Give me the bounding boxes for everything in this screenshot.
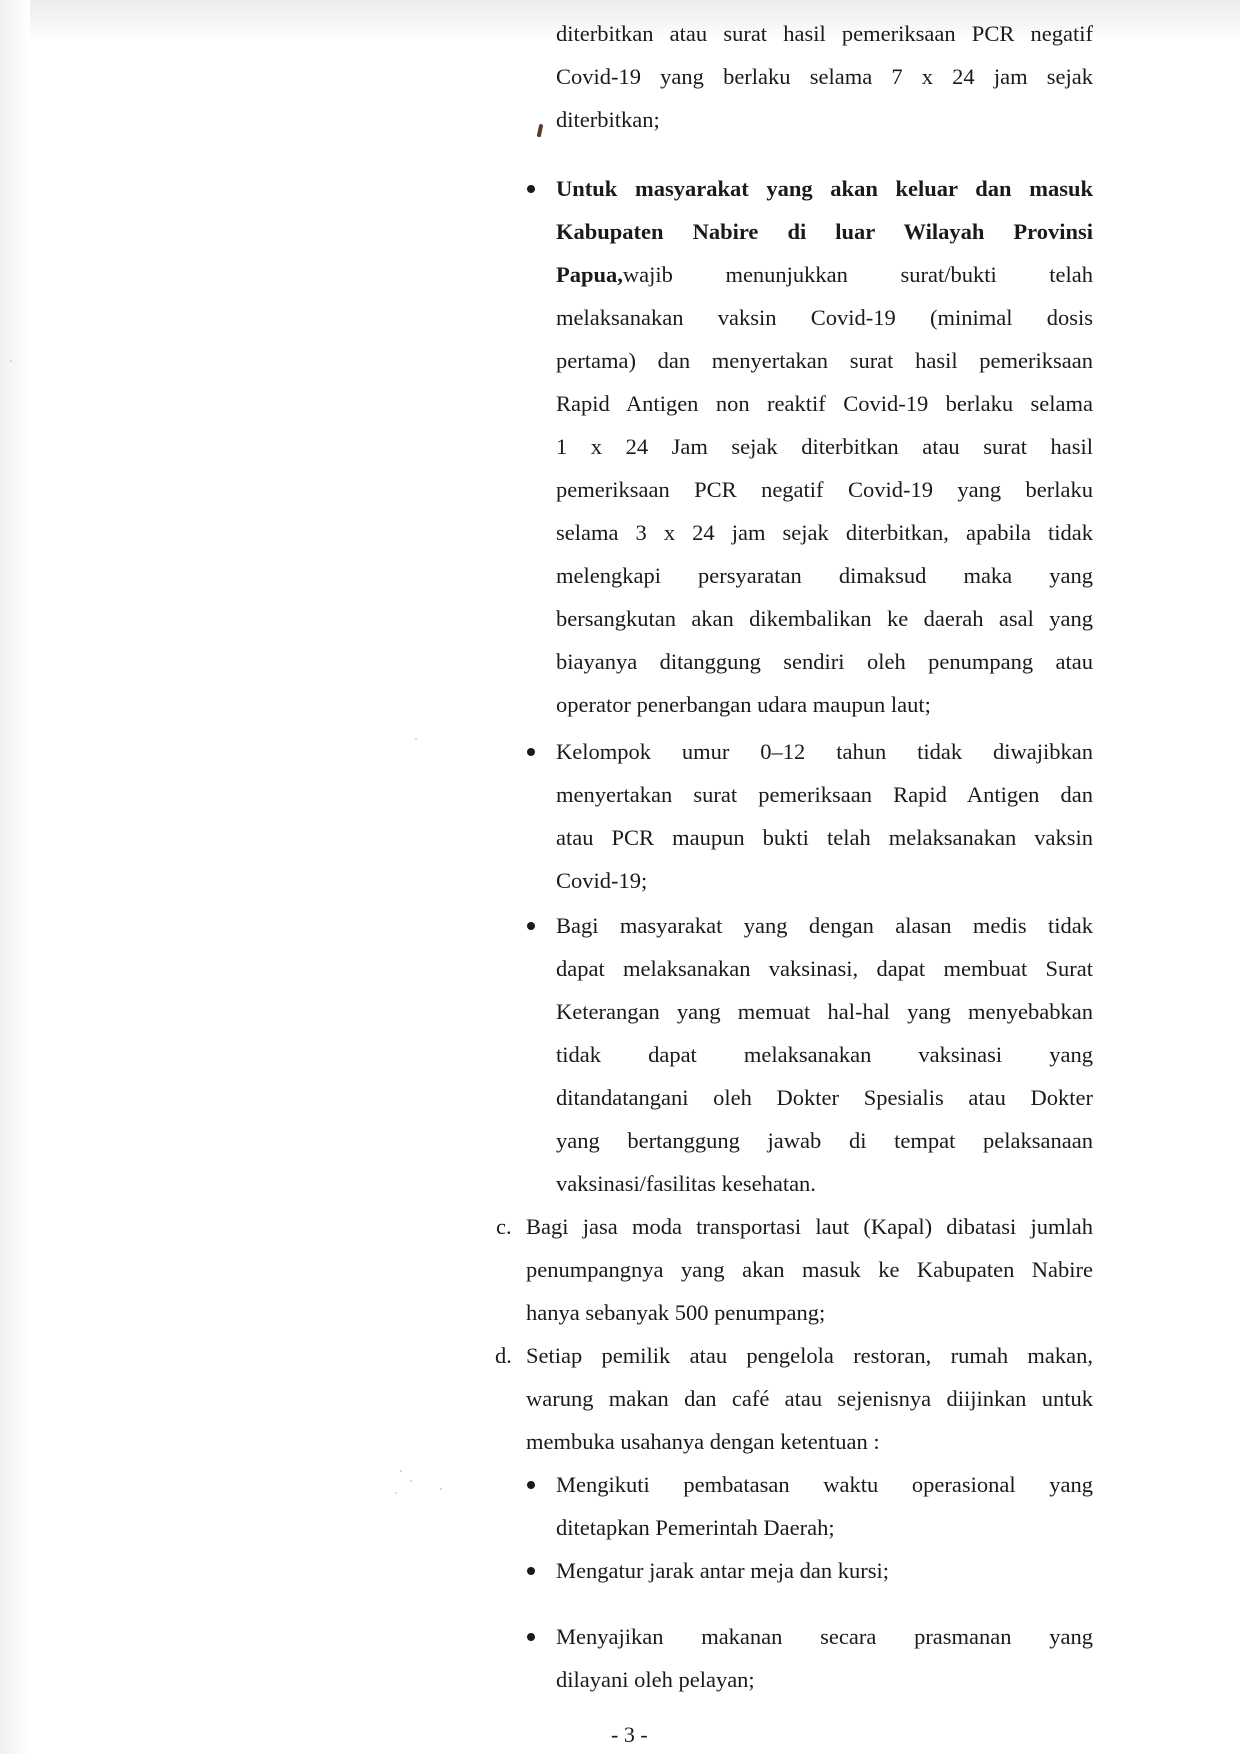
- list-marker-c: c.: [496, 1214, 512, 1239]
- bullet-line: pemeriksaan PCR negatif Covid-19 yang berlaku: [556, 477, 1093, 502]
- scan-speckle: [415, 738, 417, 740]
- page-number: - 3 -: [611, 1722, 648, 1747]
- bullet-line: Kelompok umur 0–12 tahun tidak diwajibkan: [556, 739, 1093, 764]
- sub-bullet-line: Mengikuti pembatasan waktu operasional yang: [556, 1472, 1093, 1497]
- bullet-line: Rapid Antigen non reaktif Covid-19 berlaku selama: [556, 391, 1093, 416]
- bullet-line: melaksanakan vaksin Covid-19 (minimal dosis: [556, 305, 1093, 330]
- bullet-line: ditandatangani oleh Dokter Spesialis atau Dokter: [556, 1085, 1093, 1110]
- bullet-line: melengkapi persyaratan dimaksud maka yang: [556, 563, 1093, 588]
- bullet-line: bersangkutan akan dikembalikan ke daerah asal yang: [556, 606, 1093, 631]
- bullet-line-bold: Untuk masyarakat yang akan keluar dan masuk: [556, 176, 1093, 201]
- scan-speckle: [440, 1488, 442, 1490]
- bullet-line: biayanya ditanggung sendiri oleh penumpang atau: [556, 649, 1093, 674]
- item-line: membuka usahanya dengan ketentuan :: [526, 1429, 880, 1454]
- continuation-line: Covid-19 yang berlaku selama 7 x 24 jam sejak: [556, 64, 1093, 89]
- bullet-line: 1 x 24 Jam sejak diterbitkan atau surat hasil: [556, 434, 1093, 459]
- item-line: hanya sebanyak 500 penumpang;: [526, 1300, 826, 1325]
- bullet-line: Bagi masyarakat yang dengan alasan medis tidak: [556, 913, 1093, 938]
- pen-mark: [537, 124, 544, 138]
- list-marker-d: d.: [495, 1343, 512, 1368]
- normal-run: wajib menunjukkan surat/bukti telah: [622, 262, 1093, 287]
- item-line: warung makan dan café atau sejenisnya diijinkan untuk: [526, 1386, 1093, 1411]
- scan-speckle: [410, 1480, 412, 1482]
- bullet-line: tidak dapat melaksanakan vaksinasi yang: [556, 1042, 1093, 1067]
- sub-bullet-line: Menyajikan makanan secara prasmanan yang: [556, 1624, 1093, 1649]
- bullet-line: Covid-19;: [556, 868, 648, 893]
- bullet-line-bold: Kabupaten Nabire di luar Wilayah Provinsi: [556, 219, 1093, 244]
- sub-bullet-line: ditetapkan Pemerintah Daerah;: [556, 1515, 835, 1540]
- bullet-line: Keterangan yang memuat hal-hal yang menyebabkan: [556, 999, 1093, 1024]
- scan-speckle: [400, 1470, 402, 1472]
- item-line: Setiap pemilik atau pengelola restoran, rumah makan,: [526, 1343, 1093, 1368]
- bullet-line: vaksinasi/fasilitas kesehatan.: [556, 1171, 816, 1196]
- bullet-icon: [527, 1633, 535, 1641]
- bullet-line-mixed: [556, 253, 1093, 296]
- continuation-line: diterbitkan atau surat hasil pemeriksaan PCR negatif: [556, 21, 1093, 46]
- bullet-icon: [527, 185, 535, 193]
- bullet-line: pertama) dan menyertakan surat hasil pemeriksaan: [556, 348, 1093, 373]
- bullet-line: atau PCR maupun bukti telah melaksanakan vaksin: [556, 825, 1093, 850]
- bullet-line: menyertakan surat pemeriksaan Rapid Antigen dan: [556, 782, 1093, 807]
- continuation-line: diterbitkan;: [556, 107, 660, 132]
- bullet-line: operator penerbangan udara maupun laut;: [556, 692, 931, 717]
- bullet-icon: [527, 1567, 535, 1575]
- bold-run: Papua,: [556, 262, 623, 287]
- sub-bullet-line: dilayani oleh pelayan;: [556, 1667, 755, 1692]
- item-line: Bagi jasa moda transportasi laut (Kapal) dibatasi jumlah: [526, 1214, 1093, 1239]
- bullet-line: yang bertanggung jawab di tempat pelaksanaan: [556, 1128, 1093, 1153]
- bullet-icon: [527, 922, 535, 930]
- sub-bullet-line: Mengatur jarak antar meja dan kursi;: [556, 1558, 889, 1583]
- bullet-line: selama 3 x 24 jam sejak diterbitkan, apabila tidak: [556, 520, 1093, 545]
- bullet-line: dapat melaksanakan vaksinasi, dapat membuat Surat: [556, 956, 1093, 981]
- bullet-icon: [527, 1481, 535, 1489]
- scan-speckle: [395, 1492, 397, 1494]
- bullet-icon: [527, 748, 535, 756]
- scan-speckle: [10, 360, 12, 362]
- item-line: penumpangnya yang akan masuk ke Kabupaten Nabire: [526, 1257, 1093, 1282]
- scan-shading-left: [0, 0, 30, 1754]
